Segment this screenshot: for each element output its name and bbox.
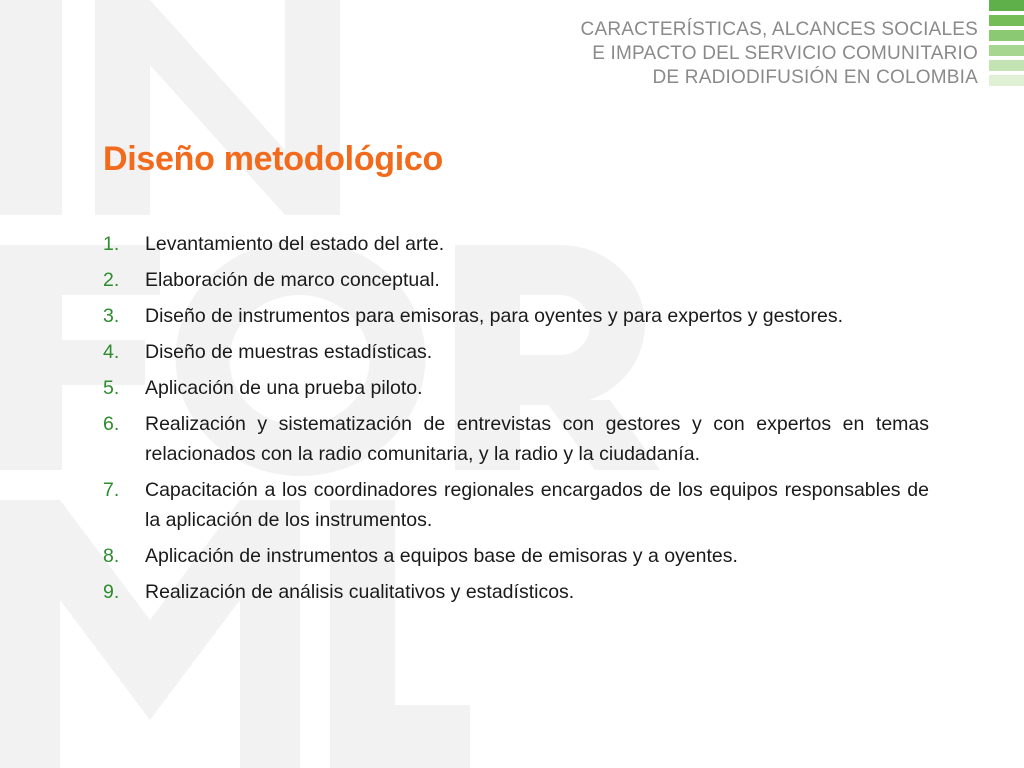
brand-bar [989, 30, 1024, 41]
list-item [103, 301, 929, 331]
list-item [103, 229, 929, 259]
item-number: 8. [103, 545, 120, 567]
item-text: Realización y sistematización de entrevistas con gestores y con expertos en temas relacionados con la radio comunitaria, y la radio y la ciudadanía. [145, 413, 929, 465]
item-number: 7. [103, 479, 120, 501]
list-item [103, 265, 929, 295]
item-text: Aplicación de una prueba piloto. [145, 377, 423, 399]
brand-bar [989, 15, 1024, 26]
list-item [103, 475, 929, 535]
brand-bar [989, 0, 1024, 11]
item-number: 1. [103, 233, 120, 255]
header-line: E IMPACTO DEL SERVICIO COMUNITARIO [592, 43, 978, 64]
item-number: 4. [103, 341, 120, 363]
item-number: 3. [103, 305, 120, 327]
item-number: 9. [103, 581, 120, 603]
item-text: Capacitación a los coordinadores regionales encargados de los equipos responsables de la aplicación de los instrumentos. [145, 479, 929, 531]
item-number: 6. [103, 413, 120, 435]
list-item [103, 337, 929, 367]
list-item [103, 577, 929, 607]
item-text: Levantamiento del estado del arte. [145, 233, 445, 255]
brand-bar [989, 45, 1024, 56]
item-text: Aplicación de instrumentos a equipos base de emisoras y a oyentes. [145, 545, 738, 567]
item-text: Realización de análisis cualitativos y estadísticos. [145, 581, 575, 603]
header-line: CARACTERÍSTICAS, ALCANCES SOCIALES [580, 19, 978, 40]
presentation-header [581, 18, 978, 90]
brand-bars [989, 0, 1024, 90]
item-number: 2. [103, 269, 120, 291]
list-item [103, 409, 929, 469]
brand-bar [989, 60, 1024, 71]
slide-title: Diseño metodológico [103, 140, 443, 178]
brand-bar [989, 75, 1024, 86]
item-number: 5. [103, 377, 120, 399]
list-item [103, 373, 929, 403]
list-item [103, 541, 929, 571]
item-text: Diseño de instrumentos para emisoras, para oyentes y para expertos y gestores. [145, 305, 844, 327]
header-line: DE RADIODIFUSIÓN EN COLOMBIA [652, 67, 978, 88]
item-text: Diseño de muestras estadísticas. [145, 341, 433, 363]
methodology-list [103, 229, 929, 613]
item-text: Elaboración de marco conceptual. [145, 269, 440, 291]
